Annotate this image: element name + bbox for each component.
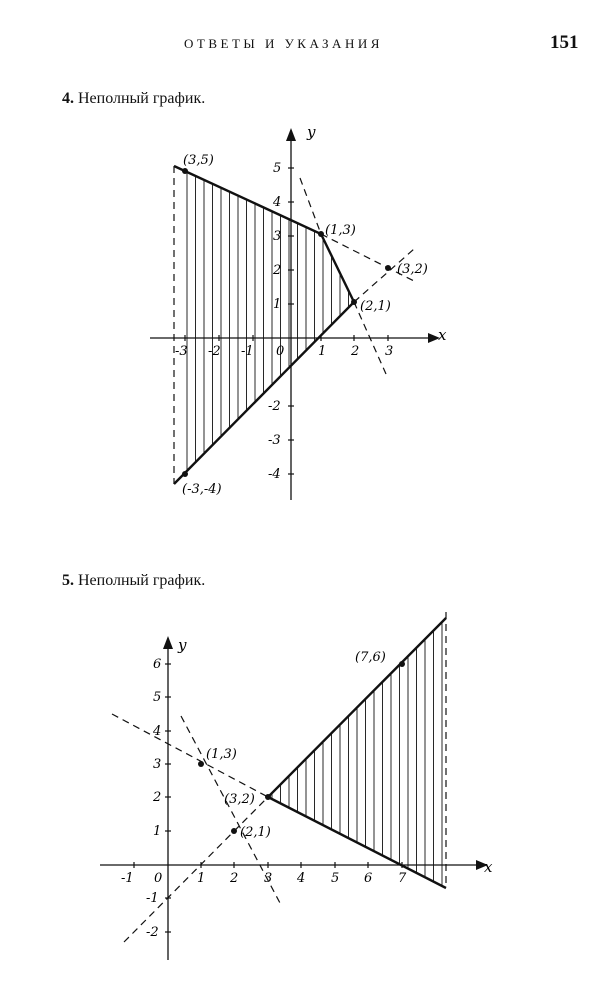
fig5-x-tick: -1: [121, 871, 134, 886]
fig4-y-tick: 1: [273, 297, 282, 312]
fig4-x-tick: 0: [276, 344, 285, 359]
problem-4-text: Неполный график.: [78, 90, 206, 107]
fig5-y-tick: -1: [146, 891, 159, 906]
fig4-y-tick: -2: [268, 399, 281, 414]
fig5-x-axis-label: x: [484, 858, 493, 876]
fig4-x-tick: -1: [241, 344, 254, 359]
fig5-point: [231, 828, 237, 834]
fig5-y-arrow-icon: [163, 636, 173, 649]
chapter-title: ОТВЕТЫ И УКАЗАНИЯ: [184, 36, 383, 51]
fig5-y-tick: -2: [146, 925, 159, 940]
page-number: 151: [550, 32, 579, 53]
problem-5-text: Неполный график.: [78, 572, 206, 589]
fig4-point-label: (-3,-4): [182, 482, 222, 497]
fig5-point: [399, 661, 405, 667]
fig5-point-label: (3,2): [224, 792, 255, 807]
fig5-dashed-line-left: [112, 714, 268, 797]
problem-4-number: 4.: [62, 90, 74, 107]
fig5-x-tick: 2: [230, 871, 239, 886]
fig5-x-tick: 6: [364, 871, 373, 886]
fig5-y-tick: 3: [153, 757, 162, 772]
fig4-y-tick: 2: [273, 263, 282, 278]
fig4-point-label: (1,3): [325, 223, 356, 238]
problem-5-number: 5.: [62, 572, 74, 589]
fig4-point-label: (3,2): [397, 262, 428, 277]
fig5-x-tick: 3: [264, 871, 273, 886]
fig5-point-label: (7,6): [355, 650, 386, 665]
fig4-y-tick: 3: [273, 229, 282, 244]
fig4-x-tick: 1: [318, 344, 327, 359]
figure-5-hatching: [272, 600, 442, 900]
fig5-y-tick: 4: [153, 724, 162, 739]
fig4-x-axis-label: x: [438, 326, 447, 344]
fig5-y-tick: 5: [153, 690, 162, 705]
fig4-y-tick: 5: [273, 161, 282, 176]
fig5-dashed-line-diagonal: [124, 797, 268, 942]
fig4-y-tick: 4: [273, 195, 282, 210]
fig4-x-tick: -2: [208, 344, 221, 359]
fig4-x-tick: 3: [385, 344, 394, 359]
fig4-y-tick: -3: [268, 433, 281, 448]
fig5-point-label: (2,1): [240, 825, 271, 840]
fig5-y-tick: 6: [153, 657, 162, 672]
fig4-y-tick: -4: [268, 467, 281, 482]
fig5-x-tick: 0: [154, 871, 163, 886]
fig4-point-label: (2,1): [360, 299, 391, 314]
fig4-x-tick: 2: [351, 344, 360, 359]
fig5-y-tick: 1: [153, 824, 162, 839]
fig5-x-tick: 5: [331, 871, 340, 886]
fig5-point: [265, 794, 271, 800]
fig5-x-tick: 1: [197, 871, 206, 886]
fig5-point: [198, 761, 204, 767]
fig5-x-tick: 4: [297, 871, 306, 886]
fig5-x-tick: 7: [398, 871, 407, 886]
fig4-point-label: (3,5): [183, 153, 214, 168]
fig5-y-tick: 2: [153, 790, 162, 805]
fig4-x-tick: -3: [175, 344, 188, 359]
fig5-point-label: (1,3): [206, 747, 237, 762]
figure-5-dashed-lines: [112, 612, 446, 942]
fig4-y-axis-label: y: [307, 123, 316, 141]
fig5-y-axis-label: y: [178, 636, 187, 654]
